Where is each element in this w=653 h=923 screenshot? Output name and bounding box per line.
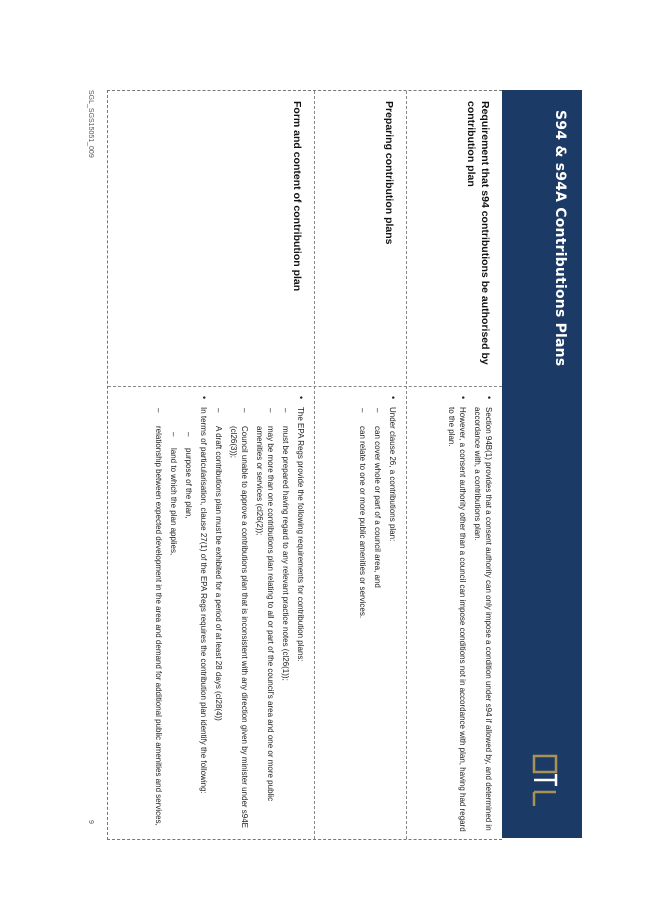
list-item: • Under clause 26, a contributions plan: [387,396,398,834]
row-heading: Preparing contribution plans [383,101,395,245]
list-item: • Section 94B(1) provides that a consent authority can only impose a condition under s94 if allowed by, and determined in accordance with, a contributions plan. [472,396,494,834]
page-number: 9 [87,820,94,824]
list-subitem: – may be more than one contributions plan relating to all or part of the council's area and one or more public amenities or services (cl26(2)); [254,396,276,834]
table-row [314,91,406,839]
list-subitem: – A draft contributions plan must be exhibited for a period of at least 28 days (cl28(4)) [213,396,224,834]
footer-code: SGL_SGS15051_009 [87,90,94,158]
list-item: • The EPA Regs provide the following requirements for contribution plans: [295,396,306,834]
row-content [149,396,306,834]
company-logo [530,754,560,814]
slide [8,78,582,838]
header-bar [502,90,582,838]
list-subitem: – Council unable to approve a contributions plan that is inconsistent with any direction given by minister under s94E (cl26(3)); [228,396,250,834]
table-row [406,91,502,839]
list-subitem: – relationship between expected development in the area and demand for additional public amenities and services, [153,396,164,834]
table-row [108,91,314,839]
row-heading: Requirement that s94 contributions be authorised by contribution plan [465,101,491,365]
row-heading: Form and content of contribution plan [291,101,303,292]
contributions-table [107,90,502,840]
list-subitem: – can cover whole or part of a council area, and [372,396,383,834]
list-subitem: – purpose of the plan, [183,396,194,834]
list-subitem: – land to which the plan applies, [168,396,179,834]
list-item: • However, a consent authority other than a council can impose conditions not in accordance with plan, having had regard to the plan. [446,396,468,834]
page-title: S94 & s94A Contributions Plans [552,110,568,367]
row-content [442,396,494,834]
row-content [353,396,398,834]
list-subitem: – must be prepared having regard to any relevant practice notes (cl26(1)); [280,396,291,834]
list-item: • In terms of particularisation, clause 27(1) of the EPA Regs requires the contribution plan identify the following: [198,396,209,834]
list-subitem: – can relate to one or more public amenities or services. [357,396,368,834]
